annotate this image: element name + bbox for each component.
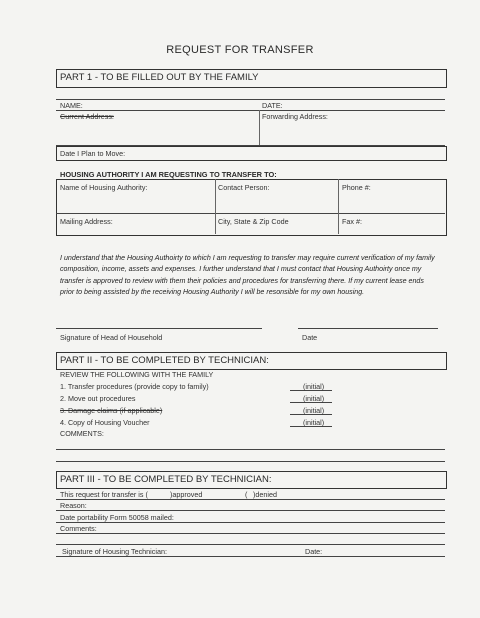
signature-line xyxy=(56,328,262,329)
review-item: 4. Copy of Housing Voucher xyxy=(60,418,150,427)
line xyxy=(56,533,445,534)
review-item: 1. Transfer procedures (provide copy to family) xyxy=(60,382,209,391)
divider xyxy=(338,179,339,234)
line xyxy=(56,556,445,557)
tech-date-label: Date: xyxy=(305,547,323,556)
line xyxy=(56,99,445,100)
forwarding-address-label: Forwarding Address: xyxy=(262,112,328,121)
line xyxy=(56,499,445,500)
name-label: NAME: xyxy=(60,101,83,110)
comments-label: COMMENTS: xyxy=(60,429,104,438)
divider xyxy=(259,110,260,145)
line xyxy=(56,213,445,214)
date-label: DATE: xyxy=(262,101,283,110)
review-item: 2. Move out procedures xyxy=(60,394,136,403)
denied-option: )denied xyxy=(253,490,277,499)
contact-person-label: Contact Person: xyxy=(218,183,270,192)
mailing-address-label: Mailing Address: xyxy=(60,217,113,226)
review-item: 3. Damage claims (if applicable) xyxy=(60,406,163,415)
part3-comments-label: Comments: xyxy=(60,524,97,533)
current-address-label: Current Address: xyxy=(60,112,114,121)
housing-authority-heading: HOUSING AUTHORITY I AM REQUESTING TO TRANSFER TO: xyxy=(60,170,277,179)
approved-option: )approved xyxy=(170,490,203,499)
signature-date-label: Date xyxy=(302,333,318,342)
portability-label: Date portability Form 50058 mailed: xyxy=(60,513,174,522)
form-title: REQUEST FOR TRANSFER xyxy=(166,44,314,56)
comment-line xyxy=(56,449,445,450)
line xyxy=(56,510,445,511)
initial-label: (initial) xyxy=(303,382,325,391)
part3-heading: PART III - TO BE COMPLETED BY TECHNICIAN: xyxy=(60,474,272,485)
part2-heading: PART II - TO BE COMPLETED BY TECHNICIAN: xyxy=(60,355,269,366)
line xyxy=(56,522,445,523)
part1-heading: PART 1 - TO BE FILLED OUT BY THE FAMILY xyxy=(60,72,259,83)
initial-label: (initial) xyxy=(303,406,325,415)
city-state-zip-label: City, State & Zip Code xyxy=(218,217,289,226)
divider xyxy=(215,179,216,234)
fax-label: Fax #: xyxy=(342,217,362,226)
reason-label: Reason: xyxy=(60,501,87,510)
initial-label: (initial) xyxy=(303,418,325,427)
review-label: REVIEW THE FOLLOWING WITH THE FAMILY xyxy=(60,370,214,379)
line xyxy=(56,110,445,111)
line xyxy=(56,544,445,545)
phone-label: Phone #: xyxy=(342,183,371,192)
authority-name-label: Name of Housing Authority: xyxy=(60,183,148,192)
request-status-label: This request for transfer is ( xyxy=(60,490,148,499)
denied-paren: ( xyxy=(245,490,248,499)
initial-label: (initial) xyxy=(303,394,325,403)
signature-hoh-label: Signature of Head of Household xyxy=(60,333,163,342)
comment-line xyxy=(56,461,445,462)
acknowledgement-statement: I understand that the Housing Authoirty to which I am requesting to transfer may require current verification of my family composition, income, assets and expenses. I further understand that I must contact that Housing Authoirty once my transfer is approved to review with them their policies and procedures for transferring there. If my current lease ends prior to being assisted by the receiving Housing Authority I will be resonsible for my own housing. xyxy=(60,254,435,296)
move-date-label: Date I Plan to Move: xyxy=(60,149,126,158)
signature-date-line xyxy=(298,328,438,329)
signature-tech-label: Signature of Housing Technician: xyxy=(62,547,167,556)
